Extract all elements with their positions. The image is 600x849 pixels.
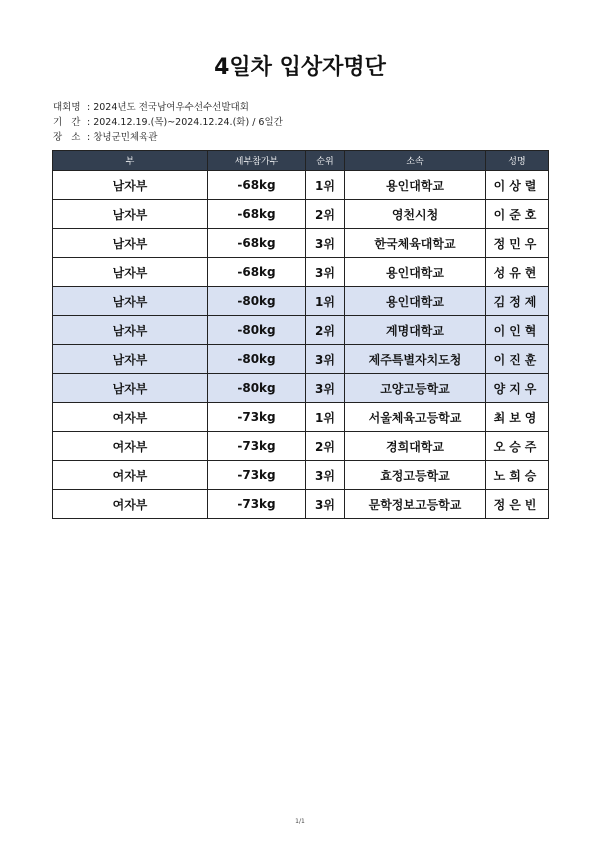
cell-rank: 1위 [306,403,345,432]
cell-division: 남자부 [53,229,208,258]
header-division: 부 [53,151,208,171]
cell-name: 이진훈 [486,345,549,374]
table-row [53,403,549,432]
cell-name: 이상렬 [486,171,549,200]
cell-weight: -73kg [208,490,306,519]
cell-division: 남자부 [53,287,208,316]
cell-name: 정은빈 [486,490,549,519]
header-rank: 순위 [306,151,345,171]
cell-rank: 1위 [306,287,345,316]
cell-division: 남자부 [53,258,208,287]
cell-name: 성유현 [486,258,549,287]
cell-affiliation: 용인대학교 [345,287,486,316]
cell-rank: 3위 [306,345,345,374]
cell-division: 여자부 [53,432,208,461]
cell-division: 여자부 [53,461,208,490]
cell-division: 남자부 [53,345,208,374]
cell-weight: -80kg [208,316,306,345]
cell-weight: -68kg [208,200,306,229]
cell-weight: -68kg [208,229,306,258]
cell-weight: -73kg [208,403,306,432]
table-row [53,287,549,316]
cell-affiliation: 용인대학교 [345,171,486,200]
info-row-venue: 장 소 : 창녕군민체육관 [53,132,158,143]
cell-name: 최보영 [486,403,549,432]
cell-affiliation: 영천시청 [345,200,486,229]
info-label: 기 간 [53,117,81,128]
cell-rank: 3위 [306,374,345,403]
cell-division: 남자부 [53,171,208,200]
header-name: 성명 [486,151,549,171]
header-affiliation: 소속 [345,151,486,171]
cell-affiliation: 고양고등학교 [345,374,486,403]
cell-affiliation: 용인대학교 [345,258,486,287]
cell-affiliation: 문학정보고등학교 [345,490,486,519]
table-row [53,171,549,200]
info-label: 장 소 [53,132,81,143]
cell-name: 김정제 [486,287,549,316]
info-label: 대회명 [53,102,81,113]
cell-division: 남자부 [53,200,208,229]
table-row [53,374,549,403]
cell-weight: -73kg [208,461,306,490]
info-value: 창녕군민체육관 [93,132,158,143]
table-header-row [53,151,549,171]
cell-affiliation: 경희대학교 [345,432,486,461]
table-row [53,345,549,374]
cell-division: 여자부 [53,490,208,519]
cell-affiliation: 계명대학교 [345,316,486,345]
cell-affiliation: 효정고등학교 [345,461,486,490]
cell-name: 이인혁 [486,316,549,345]
info-row-event: 대회명 : 2024년도 전국남여우수선수선발대회 [53,102,249,113]
cell-rank: 3위 [306,229,345,258]
cell-weight: -73kg [208,432,306,461]
table-row [53,316,549,345]
cell-affiliation: 한국체육대학교 [345,229,486,258]
cell-affiliation: 서울체육고등학교 [345,403,486,432]
table-row [53,200,549,229]
cell-name: 오승주 [486,432,549,461]
cell-rank: 3위 [306,490,345,519]
table-row [53,432,549,461]
cell-weight: -68kg [208,171,306,200]
cell-weight: -80kg [208,374,306,403]
info-value: 2024.12.19.(목)~2024.12.24.(화) / 6일간 [93,117,283,128]
header-weight: 세부참가부 [208,151,306,171]
cell-division: 남자부 [53,374,208,403]
cell-name: 이준호 [486,200,549,229]
cell-division: 여자부 [53,403,208,432]
table-row [53,229,549,258]
cell-rank: 2위 [306,316,345,345]
info-row-period: 기 간 : 2024.12.19.(목)~2024.12.24.(화) / 6일간 [53,117,283,128]
cell-rank: 3위 [306,461,345,490]
cell-weight: -68kg [208,258,306,287]
cell-weight: -80kg [208,345,306,374]
cell-rank: 2위 [306,432,345,461]
cell-name: 양지우 [486,374,549,403]
cell-division: 남자부 [53,316,208,345]
cell-affiliation: 제주특별자치도청 [345,345,486,374]
info-value: 2024년도 전국남여우수선수선발대회 [93,102,249,113]
cell-rank: 3위 [306,258,345,287]
event-info [53,100,283,145]
cell-name: 노희승 [486,461,549,490]
cell-rank: 1위 [306,171,345,200]
cell-name: 정민우 [486,229,549,258]
cell-rank: 2위 [306,200,345,229]
page-title: 4일차 입상자명단 [214,55,386,80]
cell-weight: -80kg [208,287,306,316]
table-row [53,461,549,490]
page-number: 1/1 [295,818,305,825]
table-row [53,258,549,287]
table-row [53,490,549,519]
winners-table [52,150,549,519]
